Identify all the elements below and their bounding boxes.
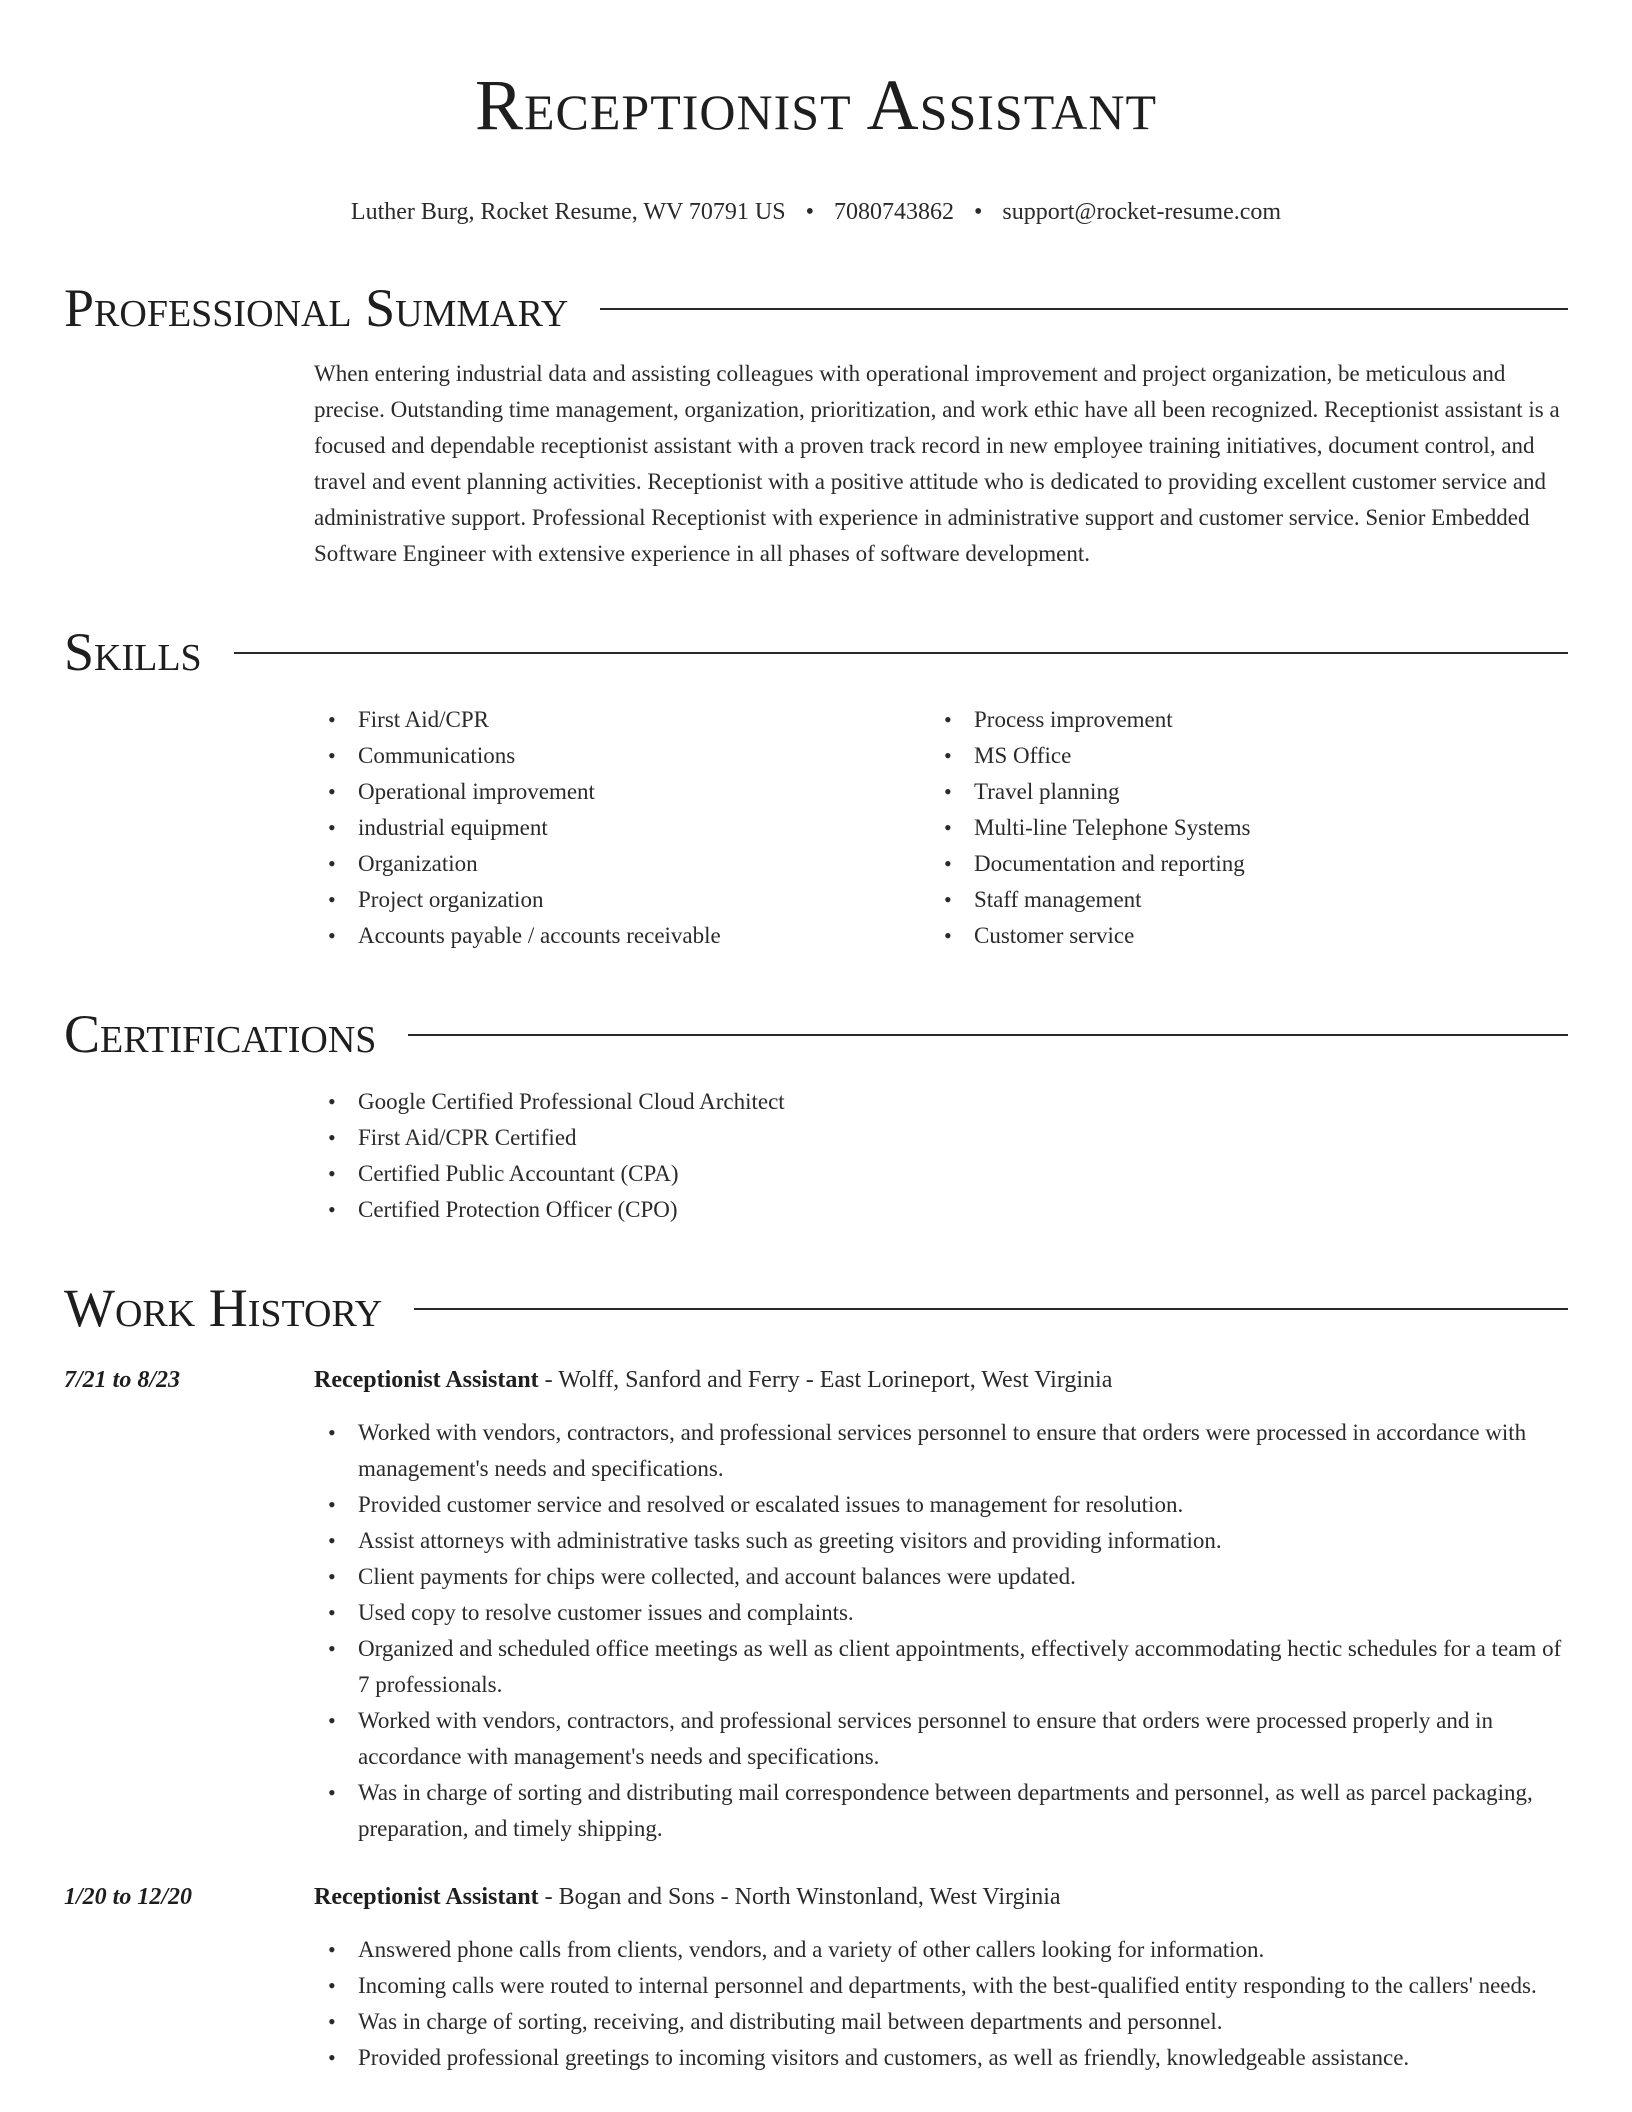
work-history-section-header <box>64 1276 1568 1340</box>
certification-item: • Certified Public Accountant (CPA) <box>314 1156 1568 1192</box>
job-bullet: • Worked with vendors, contractors, and professional services personnel to ensure that orders were processed in accordance with management's needs and specifications. <box>314 1415 1568 1487</box>
skill-item: • Multi-line Telephone Systems <box>930 810 1546 846</box>
skill-item: • industrial equipment <box>314 810 930 846</box>
skills-heading: Skills <box>64 622 202 682</box>
certification-item: • First Aid/CPR Certified <box>314 1120 1568 1156</box>
work-history-heading: Work History <box>64 1278 383 1338</box>
job-entry <box>64 1362 1568 1847</box>
certifications-body <box>314 1084 1568 1228</box>
skill-item: • Project organization <box>314 882 930 918</box>
job-heading <box>314 1879 1568 1915</box>
contact-email: support@rocket-resume.com <box>1002 199 1282 225</box>
resume-title: Receptionist Assistant <box>474 65 1158 145</box>
certifications-heading: Certifications <box>64 1004 377 1064</box>
certification-item: • Google Certified Professional Cloud Architect <box>314 1084 1568 1120</box>
job-title: Receptionist Assistant <box>314 1884 539 1910</box>
job-bullet: • Assist attorneys with administrative tasks such as greeting visitors and providing information. <box>314 1523 1568 1559</box>
job-bullet: • Incoming calls were routed to internal personnel and departments, with the best-qualified entity responding to the callers' needs. <box>314 1968 1568 2004</box>
skill-item: • Accounts payable / accounts receivable <box>314 918 930 954</box>
certification-item: • Certified Protection Officer (CPO) <box>314 1192 1568 1228</box>
job-bullet: • Provided professional greetings to incoming visitors and customers, as well as friendly, knowledgeable assistance. <box>314 2040 1568 2076</box>
skill-item: • MS Office <box>930 738 1546 774</box>
job-bullet: • Was in charge of sorting, receiving, and distributing mail between departments and personnel. <box>314 2004 1568 2040</box>
job-dates: 7/21 to 8/23 <box>64 1367 181 1393</box>
summary-section-header <box>64 276 1568 340</box>
section-divider <box>408 1034 1568 1036</box>
section-divider <box>234 652 1568 654</box>
job-main <box>314 1879 1568 2076</box>
skill-item: • Staff management <box>930 882 1546 918</box>
skill-item: • Communications <box>314 738 930 774</box>
job-dates: 1/20 to 12/20 <box>64 1884 193 1910</box>
skill-item: • Documentation and reporting <box>930 846 1546 882</box>
skill-item: • Operational improvement <box>314 774 930 810</box>
contact-separator: • <box>805 199 814 225</box>
contact-address: Luther Burg, Rocket Resume, WV 70791 US <box>350 199 786 225</box>
contact-separator: • <box>973 199 983 225</box>
job-bullet-list <box>314 1415 1568 1847</box>
skill-item: • Organization <box>314 846 930 882</box>
job-bullet: • Organized and scheduled office meetings as well as client appointments, effectively accommodating hectic schedules for a team of 7 professionals. <box>314 1631 1568 1703</box>
contact-line <box>64 196 1568 228</box>
skills-list-right <box>930 702 1546 954</box>
summary-heading: Professional Summary <box>64 278 569 338</box>
contact-phone: 7080743862 <box>833 199 954 225</box>
job-heading <box>314 1362 1568 1398</box>
skill-item: • Customer service <box>930 918 1546 954</box>
job-title: Receptionist Assistant <box>314 1367 539 1393</box>
skill-item: • Travel planning <box>930 774 1546 810</box>
certifications-section-header <box>64 1002 1568 1066</box>
skills-list-left <box>314 702 930 954</box>
job-employer-location: - Wolff, Sanford and Ferry - East Lorineport, West Virginia <box>538 1367 1113 1393</box>
job-bullet: • Worked with vendors, contractors, and professional services personnel to ensure that orders were processed properly and in accordance with management's needs and specifications. <box>314 1703 1568 1775</box>
summary-text: When entering industrial data and assisting colleagues with operational improvement and project organization, be meticulous and precise. Outstanding time management, organization, prioritization, and work ethic have all been recognized. Receptionist assistant is a focused and dependable receptionist assistant with a proven track record in new employee training initiatives, document control, and travel and event planning activities. Receptionist with a positive attitude who is dedicated to providing excellent customer service and administrative support. Professional Receptionist with experience in administrative support and customer service. Senior Embedded Software Engineer with extensive experience in all phases of software development. <box>314 361 1560 566</box>
skills-section-header <box>64 620 1568 684</box>
job-bullet: • Used copy to resolve customer issues and complaints. <box>314 1595 1568 1631</box>
skill-item: • Process improvement <box>930 702 1546 738</box>
skill-item: • First Aid/CPR <box>314 702 930 738</box>
job-bullet: • Answered phone calls from clients, vendors, and a variety of other callers looking for information. <box>314 1932 1568 1968</box>
job-bullet: • Client payments for chips were collected, and account balances were updated. <box>314 1559 1568 1595</box>
job-bullet: • Was in charge of sorting and distributing mail correspondence between departments and personnel, as well as parcel packaging, preparation, and timely shipping. <box>314 1775 1568 1847</box>
job-bullet: • Provided customer service and resolved or escalated issues to management for resolution. <box>314 1487 1568 1523</box>
resume-page <box>64 60 1568 2076</box>
skills-grid <box>314 702 1568 954</box>
job-employer-location: - Bogan and Sons - North Winstonland, West Virginia <box>538 1884 1061 1910</box>
section-divider <box>600 308 1568 310</box>
job-main <box>314 1362 1568 1847</box>
certifications-list <box>314 1084 1568 1228</box>
job-entry <box>64 1879 1568 2076</box>
section-divider <box>414 1308 1568 1310</box>
job-bullet-list <box>314 1932 1568 2076</box>
